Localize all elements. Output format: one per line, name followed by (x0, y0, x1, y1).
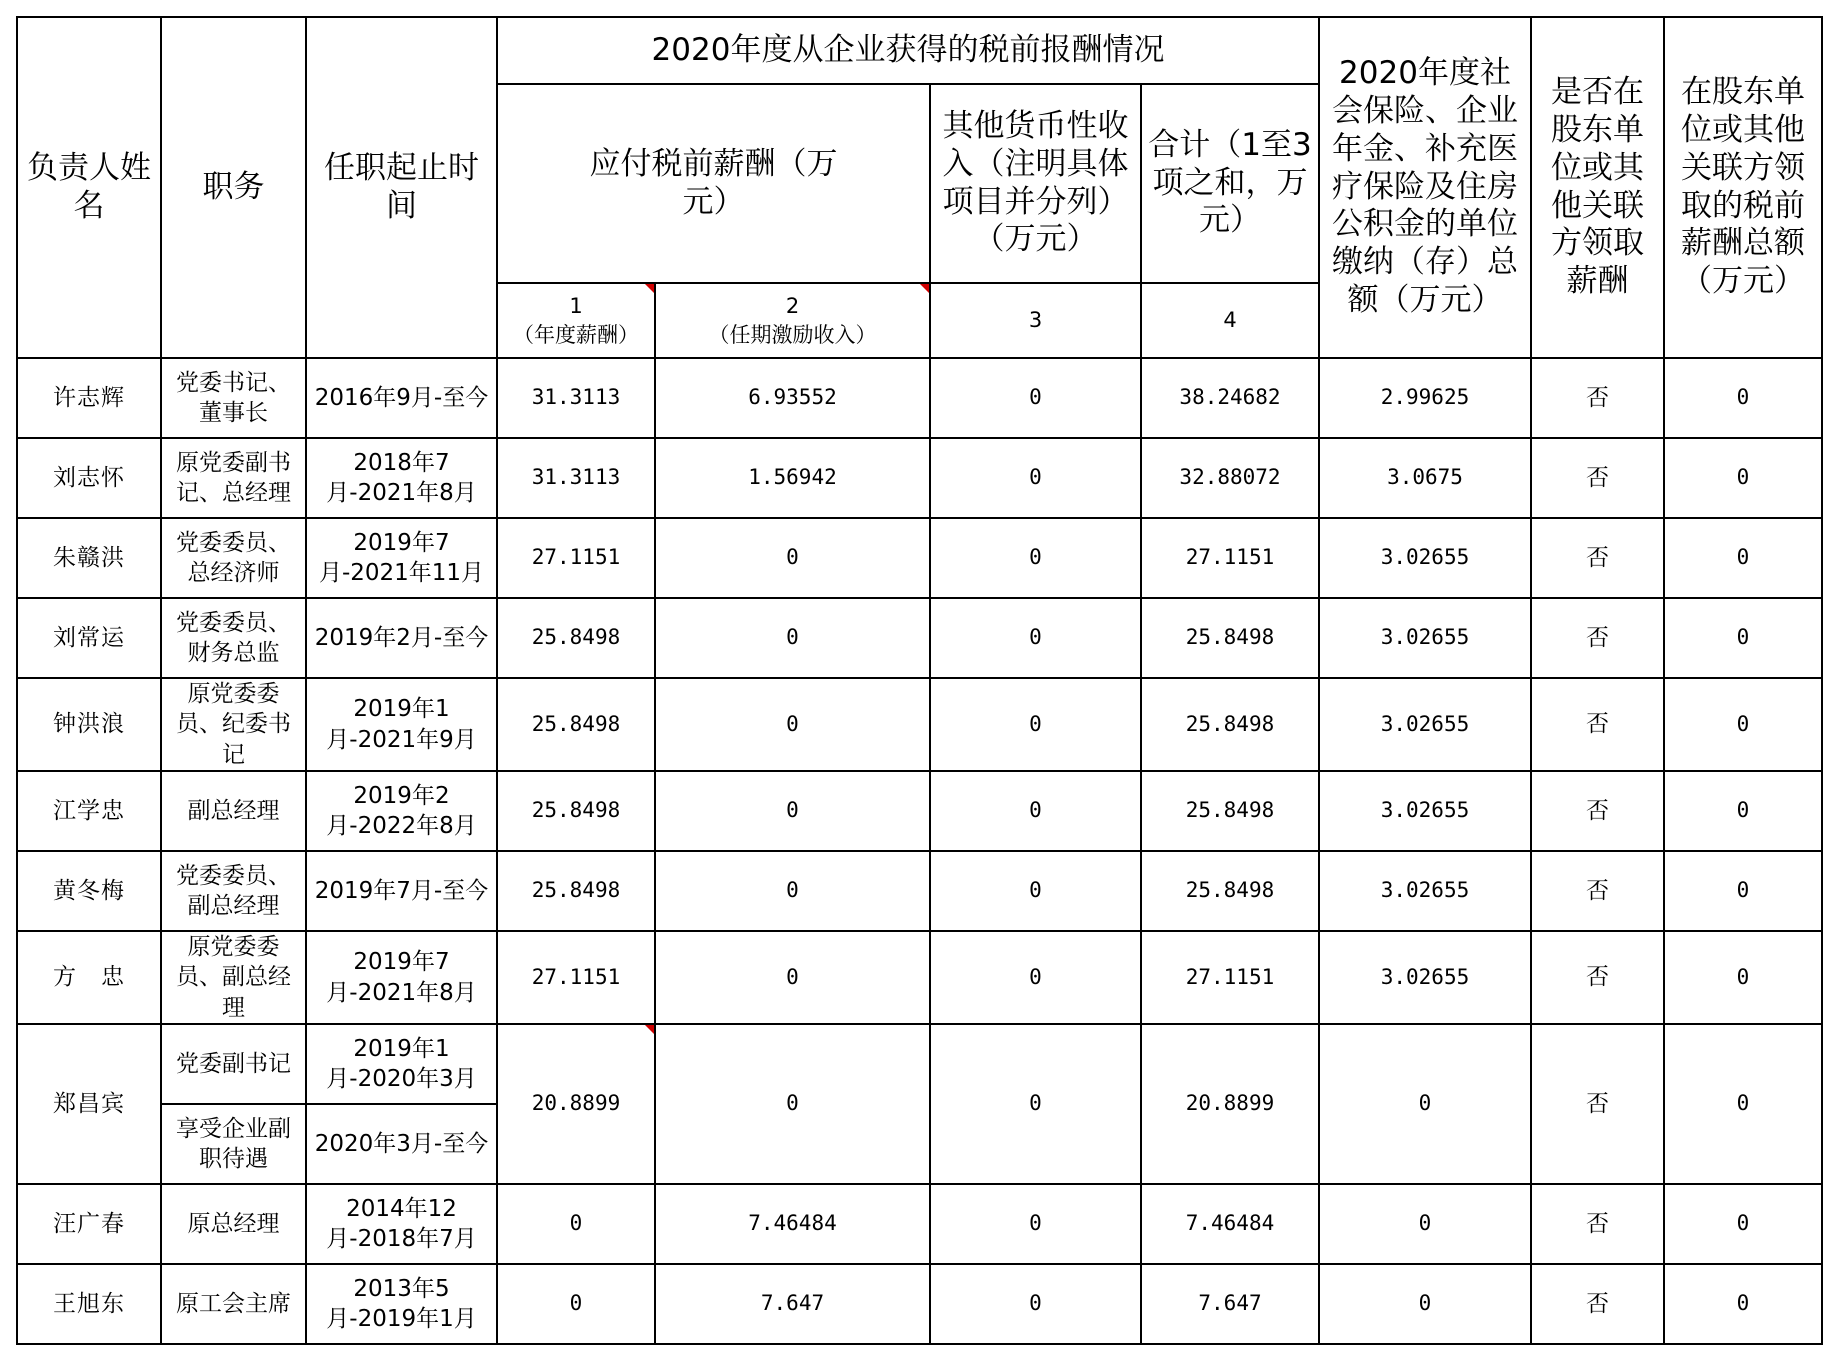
cell-incentive: 0 (655, 518, 930, 598)
cell-term: 2019年7月-2021年8月 (306, 931, 497, 1024)
cell-other: 0 (930, 518, 1141, 598)
cell-incentive: 6.93552 (655, 358, 930, 438)
cell-insurance: 2.99625 (1319, 358, 1531, 438)
subheader-other: 3 (930, 283, 1141, 358)
subheader-total: 4 (1141, 283, 1319, 358)
cell-name: 汪广春 (17, 1184, 161, 1264)
cell-name: 黄冬梅 (17, 851, 161, 931)
subheader-incentive (655, 283, 930, 358)
cell-name: 王旭东 (17, 1264, 161, 1344)
cell-total: 27.1151 (1141, 931, 1319, 1024)
cell-shareholder-paid: 否 (1531, 518, 1664, 598)
table-row (17, 438, 1822, 518)
cell-position: 享受企业副职待遇 (161, 1104, 306, 1184)
cell-other: 0 (930, 598, 1141, 678)
cell-name: 许志辉 (17, 358, 161, 438)
cell-annual: 27.1151 (497, 931, 655, 1024)
compensation-table (16, 16, 1823, 1345)
cell-incentive: 1.56942 (655, 438, 930, 518)
cell-other: 0 (930, 1264, 1141, 1344)
cell-position: 党委委员、总经济师 (161, 518, 306, 598)
cell-term: 2019年1月-2021年9月 (306, 678, 497, 771)
cell-shareholder-amount: 0 (1664, 931, 1822, 1024)
cell-term: 2019年7月-至今 (306, 851, 497, 931)
cell-annual: 31.3113 (497, 358, 655, 438)
header-group-title: 2020年度从企业获得的税前报酬情况 (497, 17, 1319, 84)
subheader-annual (497, 283, 655, 358)
cell-shareholder-paid: 否 (1531, 1024, 1664, 1184)
cell-name: 钟洪浪 (17, 678, 161, 771)
cell-annual: 20.8899 (497, 1024, 655, 1184)
cell-other: 0 (930, 1184, 1141, 1264)
cell-incentive: 7.647 (655, 1264, 930, 1344)
cell-shareholder-paid: 否 (1531, 598, 1664, 678)
cell-shareholder-amount: 0 (1664, 518, 1822, 598)
cell-insurance: 3.02655 (1319, 851, 1531, 931)
cell-shareholder-amount: 0 (1664, 771, 1822, 851)
cell-name: 刘常运 (17, 598, 161, 678)
cell-insurance: 3.02655 (1319, 518, 1531, 598)
cell-other: 0 (930, 678, 1141, 771)
table-row (17, 678, 1822, 771)
cell-shareholder-paid: 否 (1531, 851, 1664, 931)
cell-name: 刘志怀 (17, 438, 161, 518)
cell-total: 7.647 (1141, 1264, 1319, 1344)
cell-annual: 0 (497, 1264, 655, 1344)
table-row (17, 518, 1822, 598)
cell-annual: 31.3113 (497, 438, 655, 518)
cell-shareholder-amount: 0 (1664, 598, 1822, 678)
cell-incentive: 0 (655, 678, 930, 771)
cell-term: 2013年5月-2019年1月 (306, 1264, 497, 1344)
cell-term: 2016年9月-至今 (306, 358, 497, 438)
cell-term: 2014年12月-2018年7月 (306, 1184, 497, 1264)
cell-other: 0 (930, 358, 1141, 438)
cell-shareholder-paid: 否 (1531, 931, 1664, 1024)
cell-position: 党委副书记 (161, 1024, 306, 1104)
cell-other: 0 (930, 931, 1141, 1024)
cell-total: 27.1151 (1141, 518, 1319, 598)
header-salary: 应付税前薪酬（万元） (497, 84, 930, 283)
header-name: 负责人姓名 (17, 17, 161, 358)
cell-shareholder-paid: 否 (1531, 771, 1664, 851)
subheader-annual-number: 1 (569, 294, 583, 319)
cell-incentive: 0 (655, 598, 930, 678)
cell-shareholder-paid: 否 (1531, 1264, 1664, 1344)
cell-shareholder-amount: 0 (1664, 851, 1822, 931)
cell-annual: 25.8498 (497, 851, 655, 931)
cell-insurance: 3.02655 (1319, 598, 1531, 678)
cell-shareholder-amount: 0 (1664, 678, 1822, 771)
cell-incentive: 0 (655, 1024, 930, 1184)
cell-position: 原工会主席 (161, 1264, 306, 1344)
table-row (17, 1024, 1822, 1104)
cell-shareholder-amount: 0 (1664, 438, 1822, 518)
subheader-incentive-label: （任期激励收入） (708, 322, 877, 347)
cell-total: 32.88072 (1141, 438, 1319, 518)
cell-incentive: 0 (655, 771, 930, 851)
cell-insurance: 3.0675 (1319, 438, 1531, 518)
cell-name: 朱赣洪 (17, 518, 161, 598)
cell-annual: 25.8498 (497, 771, 655, 851)
cell-annual: 0 (497, 1184, 655, 1264)
cell-other: 0 (930, 851, 1141, 931)
cell-total: 25.8498 (1141, 771, 1319, 851)
cell-position: 原党委委员、纪委书记 (161, 678, 306, 771)
cell-term: 2019年2月-2022年8月 (306, 771, 497, 851)
header-shareholder-amount: 在股东单位或其他关联方领取的税前薪酬总额（万元） (1664, 17, 1822, 358)
cell-incentive: 7.46484 (655, 1184, 930, 1264)
cell-insurance: 0 (1319, 1264, 1531, 1344)
cell-position: 副总经理 (161, 771, 306, 851)
cell-insurance: 3.02655 (1319, 678, 1531, 771)
table-row (17, 598, 1822, 678)
cell-name: 郑昌宾 (17, 1024, 161, 1184)
header-social-insurance: 2020年度社会保险、企业年金、补充医疗保险及住房公积金的单位缴纳（存）总额（万元） (1319, 17, 1531, 358)
header-position: 职务 (161, 17, 306, 358)
table-row (17, 358, 1822, 438)
cell-position: 党委书记、董事长 (161, 358, 306, 438)
cell-position: 党委委员、财务总监 (161, 598, 306, 678)
cell-total: 38.24682 (1141, 358, 1319, 438)
cell-position: 原总经理 (161, 1184, 306, 1264)
cell-shareholder-amount: 0 (1664, 358, 1822, 438)
cell-insurance: 0 (1319, 1024, 1531, 1184)
cell-other: 0 (930, 771, 1141, 851)
cell-total: 7.46484 (1141, 1184, 1319, 1264)
cell-other: 0 (930, 1024, 1141, 1184)
subheader-incentive-number: 2 (785, 294, 800, 319)
cell-term: 2019年7月-2021年11月 (306, 518, 497, 598)
cell-position: 原党委委员、副总经理 (161, 931, 306, 1024)
cell-total: 25.8498 (1141, 598, 1319, 678)
table-row (17, 851, 1822, 931)
cell-insurance: 3.02655 (1319, 931, 1531, 1024)
table-row (17, 931, 1822, 1024)
cell-annual: 27.1151 (497, 518, 655, 598)
cell-incentive: 0 (655, 931, 930, 1024)
cell-total: 25.8498 (1141, 678, 1319, 771)
header-term: 任职起止时间 (306, 17, 497, 358)
cell-term: 2019年2月-至今 (306, 598, 497, 678)
cell-shareholder-paid: 否 (1531, 1184, 1664, 1264)
header-shareholder-paid: 是否在股东单位或其他关联方领取薪酬 (1531, 17, 1664, 358)
cell-shareholder-amount: 0 (1664, 1264, 1822, 1344)
header-total: 合计（1至3项之和，万元） (1141, 84, 1319, 283)
cell-position: 党委委员、副总经理 (161, 851, 306, 931)
table-row (17, 1264, 1822, 1344)
cell-term: 2018年7月-2021年8月 (306, 438, 497, 518)
cell-shareholder-paid: 否 (1531, 358, 1664, 438)
cell-other: 0 (930, 438, 1141, 518)
cell-shareholder-amount: 0 (1664, 1024, 1822, 1184)
cell-name: 江学忠 (17, 771, 161, 851)
cell-incentive: 0 (655, 851, 930, 931)
table-row (17, 1184, 1822, 1264)
cell-term: 2020年3月-至今 (306, 1104, 497, 1184)
cell-total: 20.8899 (1141, 1024, 1319, 1184)
cell-shareholder-amount: 0 (1664, 1184, 1822, 1264)
cell-insurance: 3.02655 (1319, 771, 1531, 851)
cell-shareholder-paid: 否 (1531, 678, 1664, 771)
cell-shareholder-paid: 否 (1531, 438, 1664, 518)
header-other-income: 其他货币性收入（注明具体项目并分列）（万元） (930, 84, 1141, 283)
cell-position: 原党委副书记、总经理 (161, 438, 306, 518)
cell-name: 方 忠 (17, 931, 161, 1024)
cell-total: 25.8498 (1141, 851, 1319, 931)
cell-term: 2019年1月-2020年3月 (306, 1024, 497, 1104)
subheader-annual-label: （年度薪酬） (513, 322, 639, 347)
cell-insurance: 0 (1319, 1184, 1531, 1264)
table-row (17, 771, 1822, 851)
cell-annual: 25.8498 (497, 678, 655, 771)
cell-annual: 25.8498 (497, 598, 655, 678)
